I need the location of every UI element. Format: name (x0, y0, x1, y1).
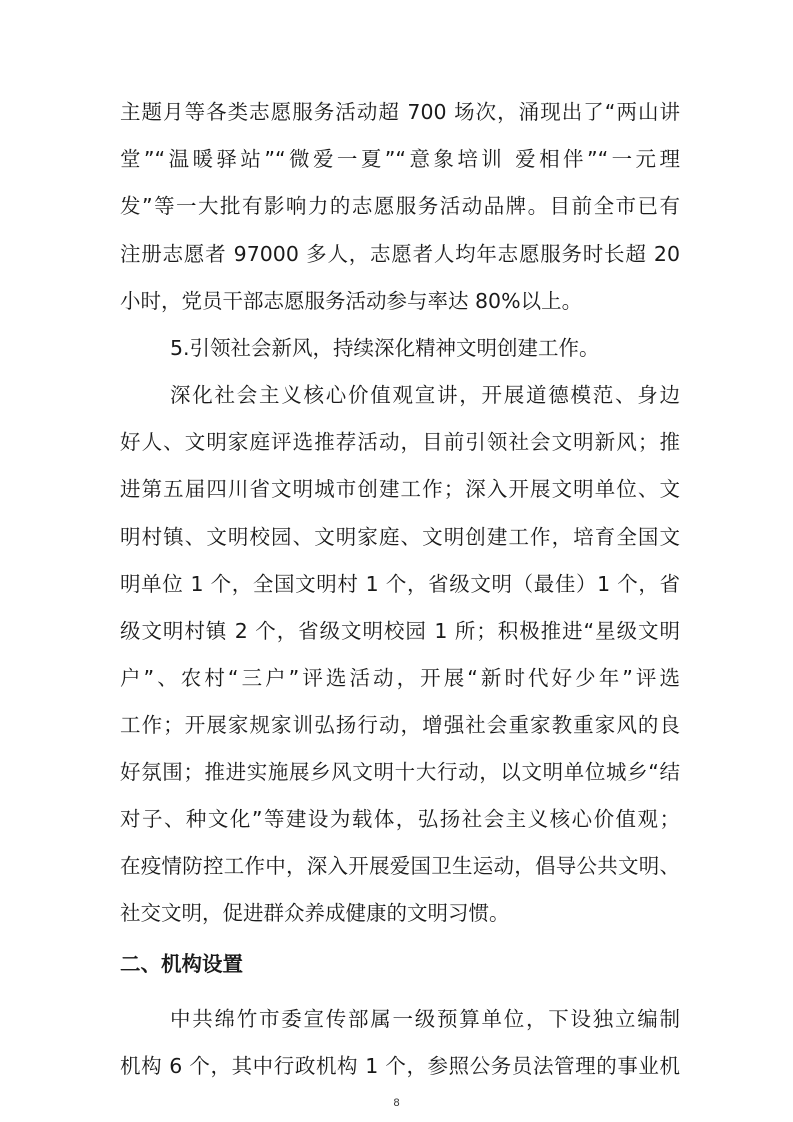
body-line: 中共绵竹市委宣传部属一级预算单位，下设独立编制 (170, 1007, 680, 1031)
body-line: 机构 6 个，其中行政机构 1 个，参照公务员法管理的事业机 (120, 1054, 680, 1078)
body-line: 堂”“温暖驿站”“微爱一夏”“意象培训 爱相伴”“一元理 (120, 147, 680, 171)
body-line: 对子、种文化”等建设为载体，弘扬社会主义核心价值观； (120, 807, 680, 831)
body-line: 级文明村镇 2 个，省级文明校园 1 所；积极推进“星级文明 (120, 619, 680, 643)
body-line: 工作；开展家规家训弘扬行动，增强社会重家教重家风的良 (120, 713, 680, 737)
body-line: 小时，党员干部志愿服务活动参与率达 80%以上。 (120, 289, 583, 313)
body-line: 进第五届四川省文明城市创建工作；深入开展文明单位、文 (120, 477, 680, 501)
body-line: 明村镇、文明校园、文明家庭、文明创建工作，培育全国文 (120, 525, 680, 549)
body-line: 社交文明，促进群众养成健康的文明习惯。 (120, 901, 510, 925)
body-line: 在疫情防控工作中，深入开展爱国卫生运动，倡导公共文明、 (120, 854, 680, 878)
body-line: 好氛围；推进实施展乡风文明十大行动，以文明单位城乡“结 (120, 760, 680, 784)
body-line: 深化社会主义核心价值观宣讲，开展道德模范、身边 (170, 383, 680, 407)
body-line: 发”等一大批有影响力的志愿服务活动品牌。目前全市已有 (120, 194, 680, 218)
body-line: 明单位 1 个，全国文明村 1 个，省级文明（最佳）1 个，省 (120, 572, 680, 596)
body-line: 注册志愿者 97000 多人，志愿者人均年志愿服务时长超 20 (120, 242, 680, 266)
page-number: 8 (393, 1097, 400, 1109)
body-line: 主题月等各类志愿服务活动超 700 场次，涌现出了“两山讲 (120, 100, 680, 124)
section-heading: 二、机构设置 (120, 952, 243, 976)
body-line: 户”、农村“三户”评选活动，开展“新时代好少年”评选 (120, 666, 680, 690)
body-line: 好人、文明家庭评选推荐活动，目前引领社会文明新风；推 (120, 430, 680, 454)
item-5-title: 5.引领社会新风，持续深化精神文明创建工作。 (170, 336, 600, 360)
